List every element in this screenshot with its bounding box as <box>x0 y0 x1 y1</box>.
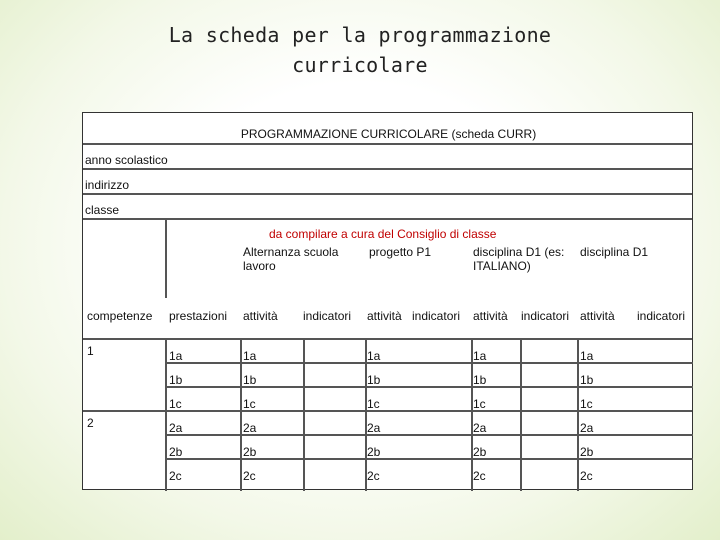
competence-number: 2 <box>87 416 94 430</box>
table-cell: 2a <box>243 421 257 435</box>
table-cell: 1b <box>367 373 381 387</box>
col-attivita: attività <box>473 309 508 323</box>
col-indicatori: indicatori <box>637 309 686 323</box>
table-cell: 1b <box>243 373 257 387</box>
table-cell: 2c <box>243 469 256 483</box>
table-cell: 1c <box>169 397 182 411</box>
table-cell: 1a <box>243 349 257 363</box>
col-indicatori: indicatori <box>303 309 352 323</box>
table-cell: 2c <box>169 469 182 483</box>
table-cell: 2c <box>473 469 486 483</box>
table-cell: 2b <box>367 445 381 459</box>
compile-note: da compilare a cura del Consiglio di classe <box>269 227 497 241</box>
table-cell: 1c <box>243 397 256 411</box>
slide-title-line-1: La scheda per la programmazione <box>168 23 552 47</box>
table-cell: 1a <box>580 349 594 363</box>
table-cell: 1c <box>580 397 593 411</box>
curriculum-table <box>82 112 693 490</box>
table-cell: 2c <box>580 469 593 483</box>
competence-number: 1 <box>87 344 94 358</box>
col-attivita: attività <box>367 309 402 323</box>
table-cell: 2a <box>169 421 183 435</box>
table-cell: 2b <box>169 445 183 459</box>
indirizzo-label: indirizzo <box>85 178 130 192</box>
col-competenze: competenze <box>87 309 153 323</box>
col-attivita: attività <box>580 309 615 323</box>
anno-scolastico-label: anno scolastico <box>85 153 168 167</box>
classe-label: classe <box>85 203 120 217</box>
table-header: PROGRAMMAZIONE CURRICOLARE (scheda CURR) <box>240 127 537 141</box>
table-cell: 1a <box>367 349 381 363</box>
slide-title <box>0 20 720 80</box>
table-cell: 1b <box>473 373 487 387</box>
table-cell: 1b <box>580 373 594 387</box>
table-cell: 2c <box>367 469 380 483</box>
table-cell: 1c <box>367 397 380 411</box>
table-cell: 1c <box>473 397 486 411</box>
col-indicatori: indicatori <box>521 309 570 323</box>
slide-title-line-2: curricolare <box>292 53 428 77</box>
table-cell: 2b <box>473 445 487 459</box>
col-prestazioni: prestazioni <box>169 309 228 323</box>
group-header-disciplina-italiano: disciplina D1 (es: ITALIANO) <box>473 245 565 273</box>
table-cell: 2b <box>243 445 257 459</box>
table-cell: 1b <box>169 373 183 387</box>
table-cell: 1a <box>169 349 183 363</box>
table-cell: 1a <box>473 349 487 363</box>
table-cell: 2b <box>580 445 594 459</box>
col-attivita: attività <box>243 309 278 323</box>
col-indicatori: indicatori <box>412 309 461 323</box>
table-cell: 2a <box>580 421 594 435</box>
group-header-alternanza: Alternanza scuola lavoro <box>243 245 339 273</box>
table-cell: 2a <box>473 421 487 435</box>
table-cell: 2a <box>367 421 381 435</box>
group-header-disciplina: disciplina D1 <box>580 245 649 259</box>
group-header-progetto: progetto P1 <box>369 245 432 259</box>
